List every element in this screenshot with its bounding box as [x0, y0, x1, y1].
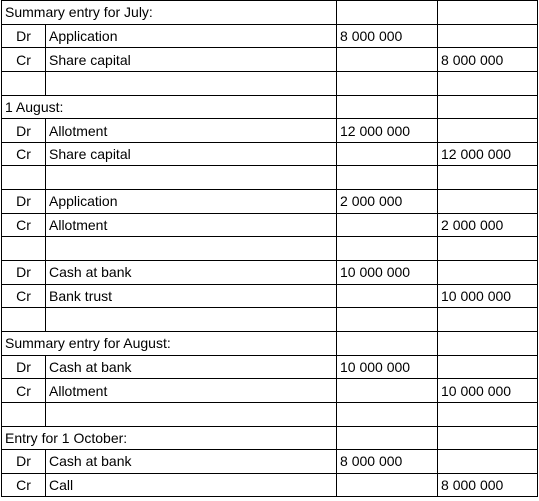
credit-cell: 12 000 000	[438, 142, 538, 166]
journal-entry-row	[2, 190, 538, 214]
account-cell	[46, 237, 337, 261]
dr-cr-cell: Dr	[2, 119, 46, 143]
journal-entry-row	[2, 48, 538, 72]
account-cell	[46, 402, 337, 426]
debit-cell: 2 000 000	[337, 190, 438, 214]
blank-row	[2, 166, 538, 190]
credit-cell	[438, 71, 538, 95]
credit-cell	[438, 261, 538, 285]
credit-cell	[438, 166, 538, 190]
account-cell: Share capital	[46, 142, 337, 166]
journal-body	[2, 1, 538, 497]
debit-cell	[337, 237, 438, 261]
debit-cell: 10 000 000	[337, 355, 438, 379]
debit-cell	[337, 331, 438, 355]
debit-cell	[337, 1, 438, 25]
debit-cell	[337, 473, 438, 497]
section-heading: Summary entry for August:	[2, 331, 337, 355]
credit-cell	[438, 450, 538, 474]
journal-entry-row	[2, 284, 538, 308]
dr-cr-cell	[2, 237, 46, 261]
credit-cell	[438, 24, 538, 48]
account-cell	[46, 308, 337, 332]
credit-cell	[438, 119, 538, 143]
dr-cr-cell: Cr	[2, 473, 46, 497]
journal-entry-row	[2, 473, 538, 497]
debit-cell	[337, 213, 438, 237]
account-cell	[46, 71, 337, 95]
debit-cell: 12 000 000	[337, 119, 438, 143]
journal-entry-row	[2, 379, 538, 403]
blank-row	[2, 308, 538, 332]
debit-cell	[337, 166, 438, 190]
journal-entry-row	[2, 355, 538, 379]
journal-entry-row	[2, 261, 538, 285]
dr-cr-cell: Dr	[2, 261, 46, 285]
credit-cell	[438, 190, 538, 214]
credit-cell	[438, 331, 538, 355]
section-header-row	[2, 426, 538, 450]
credit-cell: 10 000 000	[438, 284, 538, 308]
dr-cr-cell: Dr	[2, 190, 46, 214]
debit-cell	[337, 308, 438, 332]
blank-row	[2, 237, 538, 261]
credit-cell: 8 000 000	[438, 473, 538, 497]
credit-cell: 2 000 000	[438, 213, 538, 237]
dr-cr-cell	[2, 166, 46, 190]
credit-cell	[438, 402, 538, 426]
debit-cell	[337, 379, 438, 403]
journal-entry-row	[2, 119, 538, 143]
account-cell: Cash at bank	[46, 450, 337, 474]
account-cell: Allotment	[46, 379, 337, 403]
debit-cell	[337, 426, 438, 450]
account-cell: Application	[46, 190, 337, 214]
credit-cell	[438, 237, 538, 261]
dr-cr-cell: Dr	[2, 355, 46, 379]
account-cell: Application	[46, 24, 337, 48]
account-cell: Allotment	[46, 119, 337, 143]
section-header-row	[2, 331, 538, 355]
section-heading: Entry for 1 October:	[2, 426, 337, 450]
credit-cell	[438, 1, 538, 25]
section-header-row	[2, 1, 538, 25]
account-cell: Allotment	[46, 213, 337, 237]
dr-cr-cell: Cr	[2, 379, 46, 403]
journal-entry-row	[2, 213, 538, 237]
dr-cr-cell: Cr	[2, 142, 46, 166]
debit-cell	[337, 402, 438, 426]
account-cell: Cash at bank	[46, 261, 337, 285]
blank-row	[2, 402, 538, 426]
debit-cell: 8 000 000	[337, 24, 438, 48]
credit-cell	[438, 95, 538, 119]
debit-cell	[337, 71, 438, 95]
debit-cell	[337, 48, 438, 72]
credit-cell	[438, 355, 538, 379]
dr-cr-cell: Cr	[2, 48, 46, 72]
dr-cr-cell: Dr	[2, 450, 46, 474]
account-cell: Call	[46, 473, 337, 497]
journal-table	[1, 0, 538, 497]
journal-entry-row	[2, 142, 538, 166]
debit-cell: 8 000 000	[337, 450, 438, 474]
account-cell: Cash at bank	[46, 355, 337, 379]
debit-cell	[337, 95, 438, 119]
credit-cell	[438, 308, 538, 332]
credit-cell: 8 000 000	[438, 48, 538, 72]
account-cell: Bank trust	[46, 284, 337, 308]
account-cell	[46, 166, 337, 190]
credit-cell	[438, 426, 538, 450]
section-heading: 1 August:	[2, 95, 337, 119]
credit-cell: 10 000 000	[438, 379, 538, 403]
dr-cr-cell: Dr	[2, 24, 46, 48]
dr-cr-cell	[2, 71, 46, 95]
journal-entry-row	[2, 450, 538, 474]
dr-cr-cell	[2, 308, 46, 332]
dr-cr-cell: Cr	[2, 284, 46, 308]
journal-entry-row	[2, 24, 538, 48]
debit-cell	[337, 142, 438, 166]
dr-cr-cell	[2, 402, 46, 426]
debit-cell	[337, 284, 438, 308]
section-heading: Summary entry for July:	[2, 1, 337, 25]
debit-cell: 10 000 000	[337, 261, 438, 285]
dr-cr-cell: Cr	[2, 213, 46, 237]
account-cell: Share capital	[46, 48, 337, 72]
blank-row	[2, 71, 538, 95]
section-header-row	[2, 95, 538, 119]
